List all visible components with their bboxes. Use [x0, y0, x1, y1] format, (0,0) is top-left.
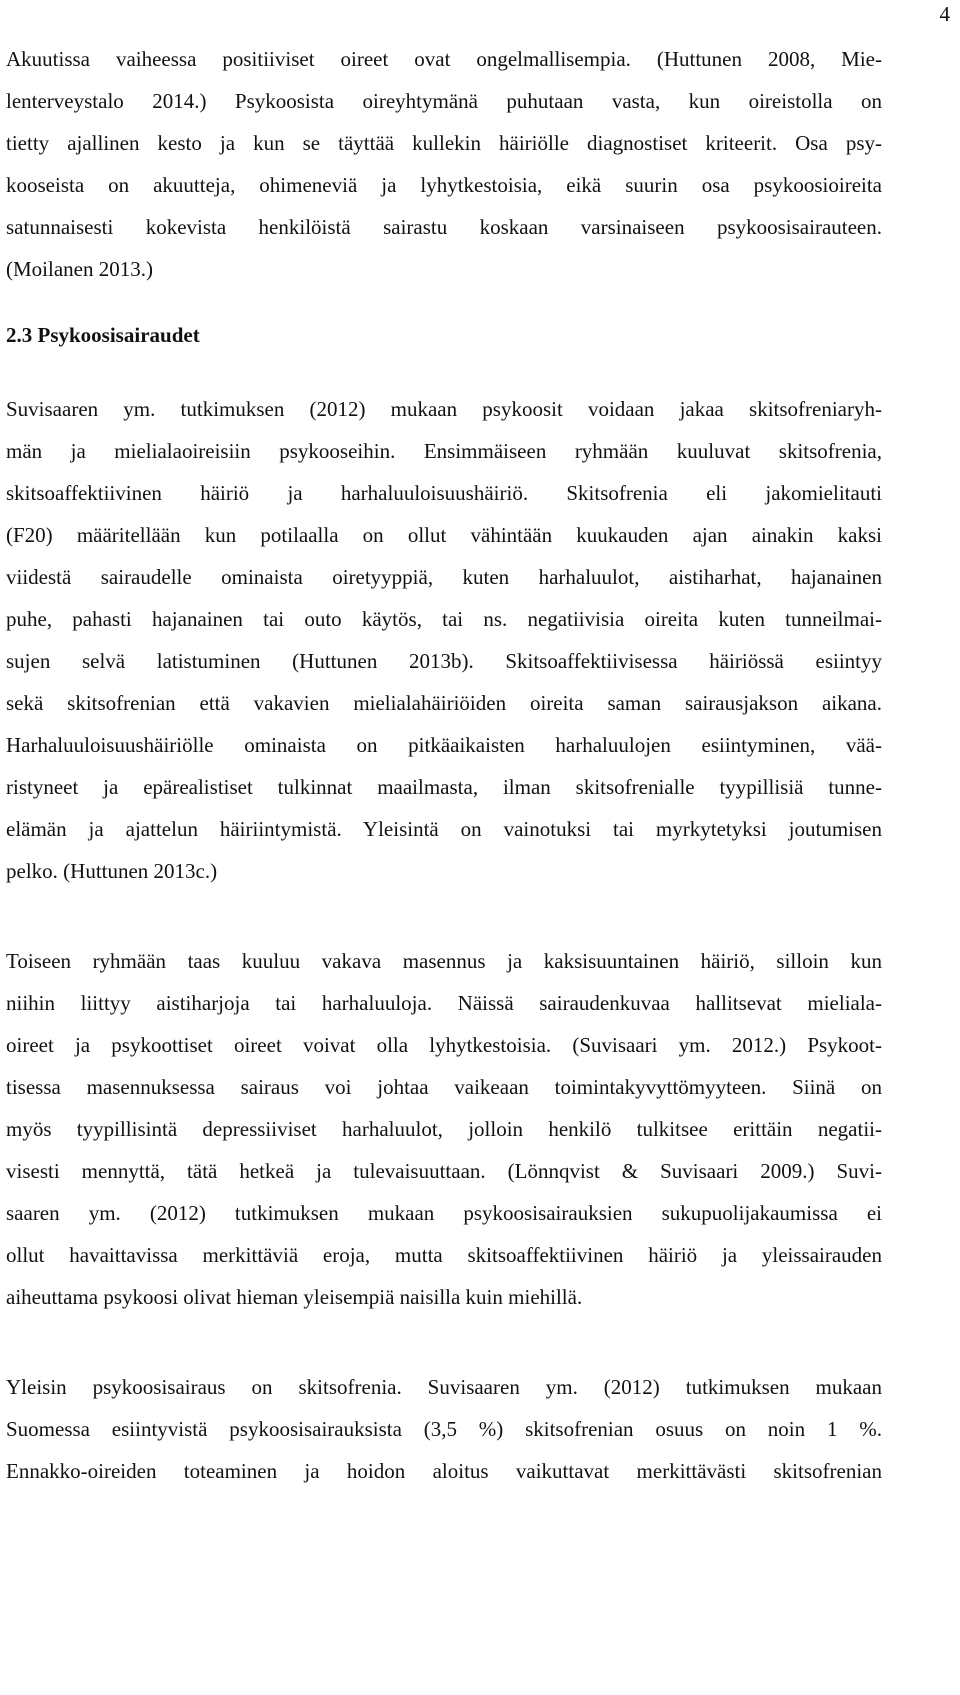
text-line: elämän ja ajattelun häiriintymistä. Yleisintä on vainotuksi tai myrkytetyksi joutumisen — [6, 817, 882, 841]
text-line: visesti mennyttä, tätä hetkeä ja tulevaisuuttaan. (Lönnqvist & Suvisaari 2009.) Suvi- — [6, 1159, 882, 1183]
spacer — [6, 1318, 882, 1366]
paragraph-4 — [6, 1366, 882, 1492]
text-line: aiheuttama psykoosi olivat hieman yleisempiä naisilla kuin miehillä. — [6, 1285, 583, 1309]
text-line: myös tyypillisintä depressiiviset harhaluulot, jolloin henkilö tulkitsee erittäin negatii- — [6, 1117, 882, 1141]
spacer — [6, 892, 882, 940]
document-body — [6, 38, 882, 1492]
text-line: viidestä sairaudelle ominaista oiretyyppiä, kuten harhaluulot, aistiharhat, hajanainen — [6, 565, 882, 589]
text-line: lenterveystalo 2014.) Psykoosista oireyhtymänä puhutaan vasta, kun oireistolla on — [6, 89, 882, 113]
text-line: ristyneet ja epärealistiset tulkinnat maailmasta, ilman skitsofrenialle tyypillisiä tunne- — [6, 775, 882, 799]
text-line: Suomessa esiintyvistä psykoosisairauksista (3,5 %) skitsofrenian osuus on noin 1 %. — [6, 1417, 882, 1441]
text-line: (Moilanen 2013.) — [6, 257, 153, 281]
page-number: 4 — [939, 2, 950, 26]
text-line: Ennakko-oireiden toteaminen ja hoidon aloitus vaikuttavat merkittävästi skitsofrenian — [6, 1459, 882, 1483]
text-line: män ja mielialaoireisiin psykooseihin. Ensimmäiseen ryhmään kuuluvat skitsofrenia, — [6, 439, 882, 463]
text-line: oireet ja psykoottiset oireet voivat olla lyhytkestoisia. (Suvisaari ym. 2012.) Psykoot- — [6, 1033, 882, 1057]
section-heading: 2.3 Psykoosisairaudet — [6, 323, 200, 347]
text-line: puhe, pahasti hajanainen tai outo käytös, tai ns. negatiivisia oireita kuten tunneilmai- — [6, 607, 882, 631]
text-line: skitsoaffektiivinen häiriö ja harhaluuloisuushäiriö. Skitsofrenia eli jakomielitauti — [6, 481, 882, 505]
text-line: pelko. (Huttunen 2013c.) — [6, 859, 218, 883]
text-line: tisessa masennuksessa sairaus voi johtaa vaikeaan toimintakyvyttömyyteen. Siinä on — [6, 1075, 882, 1099]
text-line: Harhaluuloisuushäiriölle ominaista on pitkäaikaisten harhaluulojen esiintyminen, vää- — [6, 733, 882, 757]
text-line: Suvisaaren ym. tutkimuksen (2012) mukaan psykoosit voidaan jakaa skitsofreniaryh- — [6, 397, 882, 421]
text-line: sujen selvä latistuminen (Huttunen 2013b). Skitsoaffektiivisessa häiriössä esiintyy — [6, 649, 882, 673]
text-line: Yleisin psykoosisairaus on skitsofrenia. Suvisaaren ym. (2012) tutkimuksen mukaan — [6, 1375, 882, 1399]
spacer — [6, 356, 882, 388]
text-line: sekä skitsofrenian että vakavien mielialahäiriöiden oireita saman sairausjakson aikana. — [6, 691, 882, 715]
spacer — [6, 290, 882, 314]
text-line: satunnaisesti kokevista henkilöistä sairastu koskaan varsinaiseen psykoosisairauteen. — [6, 215, 882, 239]
text-line: Toiseen ryhmään taas kuuluu vakava masennus ja kaksisuuntainen häiriö, silloin kun — [6, 949, 882, 973]
paragraph-2 — [6, 388, 882, 892]
text-line: ollut havaittavissa merkittäviä eroja, mutta skitsoaffektiivinen häiriö ja yleissairauden — [6, 1243, 882, 1267]
text-line: niihin liittyy aistiharjoja tai harhaluuloja. Näissä sairaudenkuvaa hallitsevat mieliala- — [6, 991, 882, 1015]
paragraph-3 — [6, 940, 882, 1318]
paragraph-1 — [6, 38, 882, 290]
text-line: saaren ym. (2012) tutkimuksen mukaan psykoosisairauksien sukupuolijakaumissa ei — [6, 1201, 882, 1225]
text-line: tietty ajallinen kesto ja kun se täyttää kullekin häiriölle diagnostiset kriteerit. Osa psy- — [6, 131, 882, 155]
text-line: kooseista on akuutteja, ohimeneviä ja lyhytkestoisia, eikä suurin osa psykoosioireita — [6, 173, 882, 197]
text-line: (F20) määritellään kun potilaalla on ollut vähintään kuukauden ajan ainakin kaksi — [6, 523, 882, 547]
text-line: Akuutissa vaiheessa positiiviset oireet ovat ongelmallisempia. (Huttunen 2008, Mie- — [6, 47, 882, 71]
